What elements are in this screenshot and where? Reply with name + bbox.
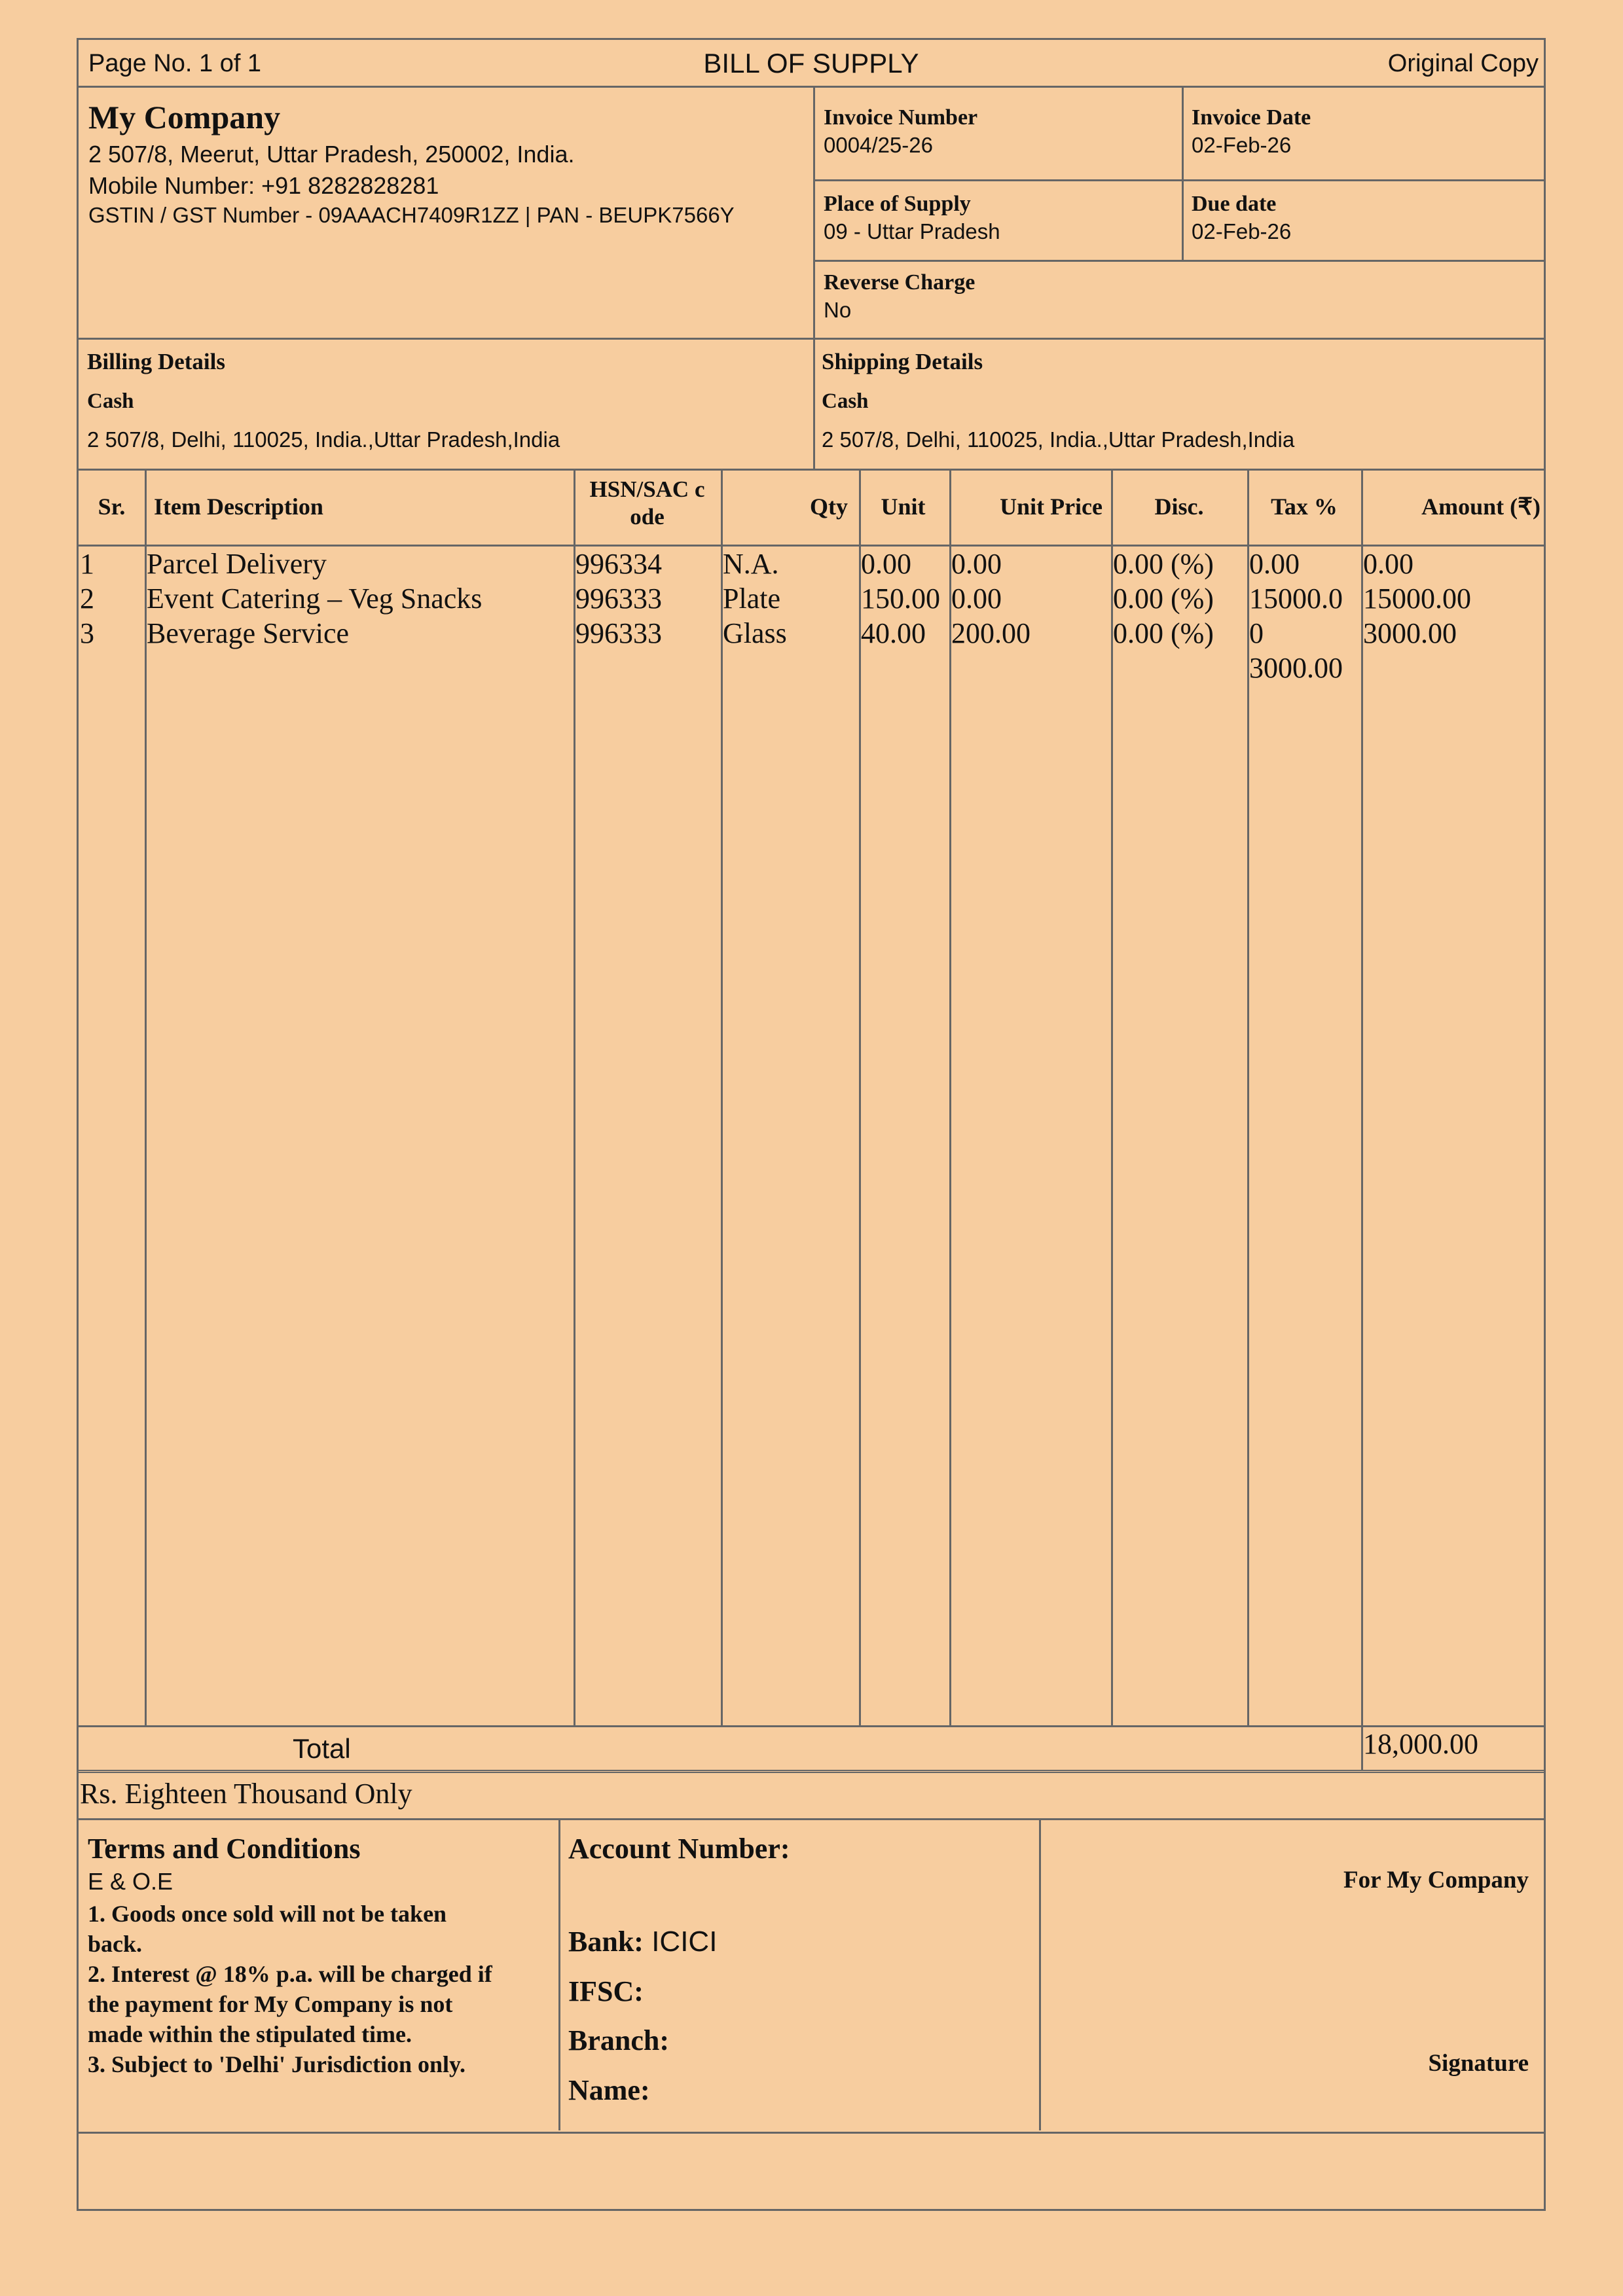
divider bbox=[79, 86, 1544, 88]
total-label: Total bbox=[293, 1733, 351, 1764]
divider bbox=[859, 469, 861, 1725]
divider bbox=[813, 179, 1544, 181]
divider bbox=[1361, 469, 1363, 1771]
bank-value: ICICI bbox=[651, 1926, 718, 1958]
row-2-hsn: 996333 bbox=[575, 583, 662, 615]
company-mobile: Mobile Number: +91 8282828281 bbox=[88, 172, 439, 199]
row-3-amount: 3000.00 bbox=[1363, 617, 1457, 649]
billing-label: Billing Details bbox=[87, 349, 225, 374]
row-1-qty: N.A. bbox=[723, 548, 779, 580]
row-3-hsn: 996333 bbox=[575, 617, 662, 649]
for-company: For My Company bbox=[1343, 1867, 1529, 1893]
divider bbox=[1182, 86, 1184, 261]
divider bbox=[145, 469, 147, 1725]
branch-label: Branch: bbox=[568, 2024, 669, 2056]
terms-title: Terms and Conditions bbox=[88, 1833, 361, 1865]
col-header-unit: Unit bbox=[881, 493, 926, 520]
ifsc-label: IFSC: bbox=[568, 1975, 644, 2007]
divider bbox=[949, 469, 951, 1725]
row-3-unit: 40.00 bbox=[861, 617, 926, 649]
divider bbox=[79, 2132, 1544, 2134]
terms-eoe: E & O.E bbox=[88, 1868, 173, 1895]
row-3-sr: 3 bbox=[80, 617, 94, 649]
name-label: Name: bbox=[568, 2074, 650, 2106]
col-header-disc: Disc. bbox=[1154, 493, 1204, 520]
col-header-qty: Qty bbox=[810, 493, 848, 520]
row-3-qty: Glass bbox=[723, 617, 787, 649]
row-1-hsn: 996334 bbox=[575, 548, 662, 580]
document-title: BILL OF SUPPLY bbox=[703, 48, 919, 79]
copy-type: Original Copy bbox=[1387, 50, 1539, 77]
row-1-sr: 1 bbox=[80, 548, 94, 580]
divider bbox=[813, 260, 1544, 262]
row-2-disc: 0.00 (%) bbox=[1113, 583, 1214, 615]
divider bbox=[79, 1725, 1544, 1727]
row-3-tax-overflow: 3000.00 bbox=[1249, 652, 1343, 684]
account-number-label: Account Number: bbox=[568, 1833, 790, 1865]
row-2-qty: Plate bbox=[723, 583, 780, 615]
row-1-item: Parcel Delivery bbox=[147, 548, 327, 580]
terms-line: 1. Goods once sold will not be taken bbox=[88, 1901, 447, 1927]
divider bbox=[574, 469, 575, 1725]
company-gstin: GSTIN / GST Number - 09AAACH7409R1ZZ | PAN - BEUPK7566Y bbox=[88, 203, 735, 227]
billing-address: 2 507/8, Delhi, 110025, India.,Uttar Pradesh,India bbox=[87, 427, 560, 452]
bank-line bbox=[568, 1925, 717, 1959]
divider bbox=[79, 1770, 1544, 1773]
col-header-hsn-line1: HSN/SAC c bbox=[589, 476, 705, 502]
divider bbox=[79, 338, 1544, 340]
divider bbox=[1111, 469, 1113, 1725]
row-3-price: 200.00 bbox=[951, 617, 1030, 649]
due-date: 02-Feb-26 bbox=[1192, 219, 1292, 243]
place-of-supply-label: Place of Supply bbox=[824, 192, 971, 216]
divider bbox=[79, 1818, 1544, 1820]
invoice-sheet bbox=[77, 38, 1546, 2211]
col-header-tax: Tax % bbox=[1271, 493, 1338, 520]
page-number: Page No. 1 of 1 bbox=[88, 50, 262, 77]
divider bbox=[813, 338, 815, 469]
col-header-unit-price: Unit Price bbox=[1000, 493, 1103, 520]
divider bbox=[1039, 1818, 1041, 2130]
total-amount: 18,000.00 bbox=[1363, 1728, 1478, 1760]
bank-label: Bank: bbox=[568, 1926, 644, 1958]
row-2-item: Event Catering – Veg Snacks bbox=[147, 583, 483, 615]
terms-line: the payment for My Company is not bbox=[88, 1991, 453, 2017]
terms-line: 2. Interest @ 18% p.a. will be charged if bbox=[88, 1961, 492, 1987]
row-1-unit: 0.00 bbox=[861, 548, 911, 580]
divider bbox=[558, 1818, 560, 2130]
row-2-unit: 150.00 bbox=[861, 583, 940, 615]
row-1-disc: 0.00 (%) bbox=[1113, 548, 1214, 580]
shipping-label: Shipping Details bbox=[822, 349, 983, 374]
billing-name: Cash bbox=[87, 389, 134, 413]
col-header-hsn-line2: ode bbox=[630, 504, 665, 529]
col-header-item: Item Description bbox=[154, 493, 323, 520]
row-3-disc: 0.00 (%) bbox=[1113, 617, 1214, 649]
company-name: My Company bbox=[88, 99, 281, 135]
row-3-tax: 0 bbox=[1249, 617, 1264, 649]
signature-label: Signature bbox=[1428, 2050, 1529, 2077]
company-address: 2 507/8, Meerut, Uttar Pradesh, 250002, India. bbox=[88, 141, 575, 168]
place-of-supply: 09 - Uttar Pradesh bbox=[824, 219, 1000, 243]
shipping-name: Cash bbox=[822, 389, 869, 413]
row-2-amount: 15000.00 bbox=[1363, 583, 1471, 615]
invoice-number: 0004/25-26 bbox=[824, 133, 933, 157]
terms-line: made within the stipulated time. bbox=[88, 2021, 412, 2047]
col-header-sr: Sr. bbox=[98, 493, 126, 520]
invoice-date: 02-Feb-26 bbox=[1192, 133, 1292, 157]
terms-line: back. bbox=[88, 1931, 143, 1957]
row-1-amount: 0.00 bbox=[1363, 548, 1413, 580]
row-1-tax: 0.00 bbox=[1249, 548, 1300, 580]
terms-line: 3. Subject to 'Delhi' Jurisdiction only. bbox=[88, 2051, 466, 2077]
due-date-label: Due date bbox=[1192, 192, 1277, 216]
row-1-price: 0.00 bbox=[951, 548, 1002, 580]
invoice-date-label: Invoice Date bbox=[1192, 105, 1311, 130]
terms-list bbox=[88, 1899, 492, 2079]
amount-in-words: Rs. Eighteen Thousand Only bbox=[80, 1778, 412, 1810]
row-2-tax: 15000.0 bbox=[1249, 583, 1343, 615]
reverse-charge-label: Reverse Charge bbox=[824, 270, 976, 295]
divider bbox=[721, 469, 723, 1725]
row-3-item: Beverage Service bbox=[147, 617, 350, 649]
shipping-address: 2 507/8, Delhi, 110025, India.,Uttar Pradesh,India bbox=[822, 427, 1295, 452]
invoice-number-label: Invoice Number bbox=[824, 105, 978, 130]
row-2-price: 0.00 bbox=[951, 583, 1002, 615]
row-2-sr: 2 bbox=[80, 583, 94, 615]
col-header-amount: Amount (₹) bbox=[1421, 493, 1541, 520]
col-header-hsn bbox=[574, 476, 721, 531]
divider bbox=[813, 86, 815, 380]
reverse-charge: No bbox=[824, 298, 852, 322]
